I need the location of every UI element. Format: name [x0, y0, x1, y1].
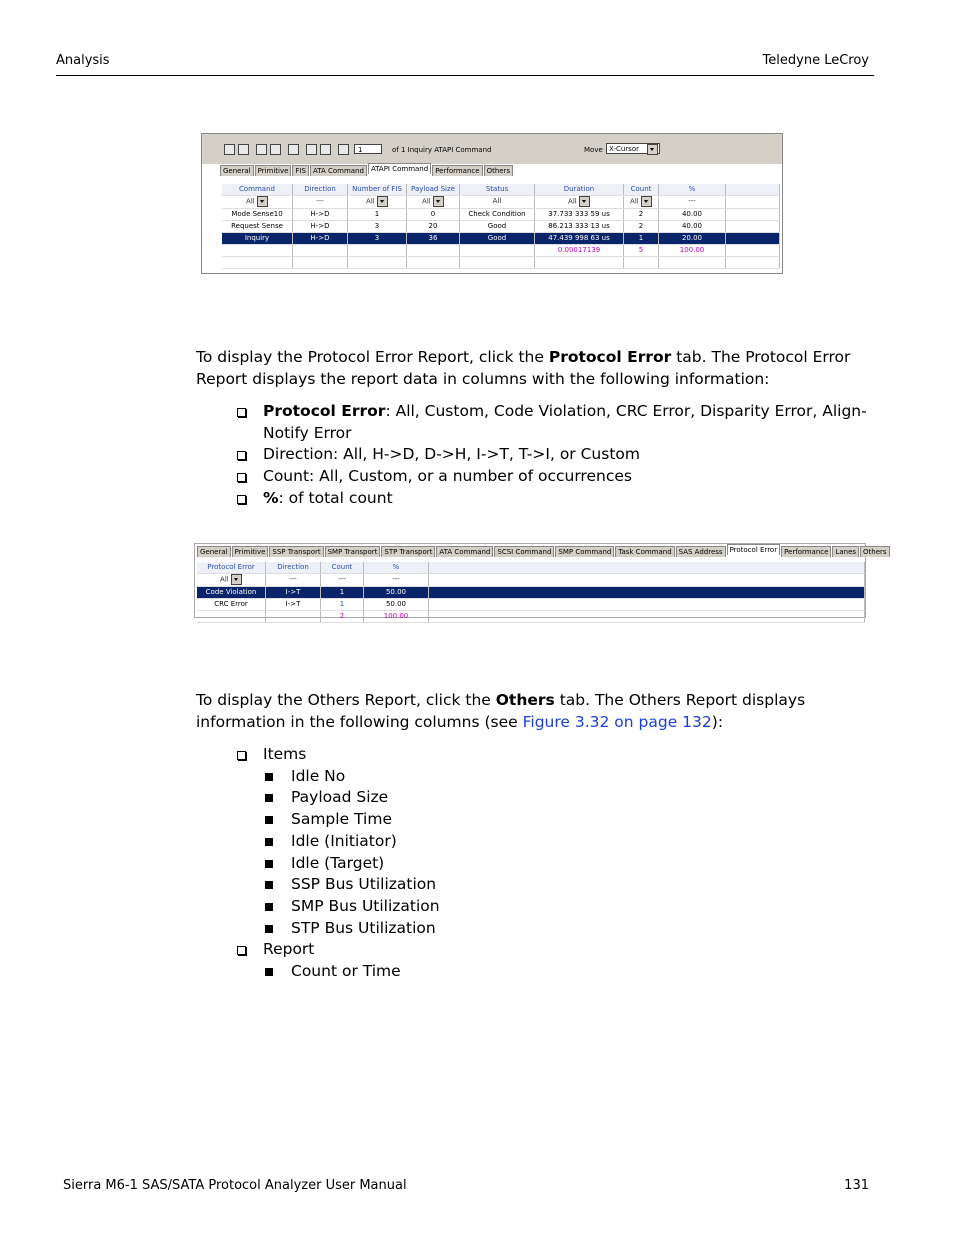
chevron-down-icon[interactable]: [433, 196, 444, 207]
checkbox-bullet-icon: [237, 451, 246, 460]
tab-fis[interactable]: FIS: [292, 165, 309, 176]
cell: Check Condition: [460, 208, 535, 220]
table-row[interactable]: [197, 598, 865, 610]
column-header[interactable]: Protocol Error: [197, 562, 266, 574]
filter-payload[interactable]: All: [407, 196, 460, 209]
cell: 20: [407, 220, 460, 232]
cell: 20.00: [659, 232, 726, 244]
cell: H->D: [293, 220, 348, 232]
protocol-error-columns-list: [237, 401, 877, 510]
column-header[interactable]: Command: [222, 184, 293, 196]
tab-general[interactable]: General: [197, 546, 231, 557]
tab-others[interactable]: Others: [860, 546, 890, 557]
cell: 3: [348, 220, 407, 232]
column-header[interactable]: %: [364, 562, 429, 574]
cell: 37.733 333 59 us: [535, 208, 624, 220]
arrow-up-icon[interactable]: [306, 144, 317, 155]
square-bullet-icon: [265, 968, 273, 976]
column-header[interactable]: Payload Size: [407, 184, 460, 196]
column-header[interactable]: Number of FIS: [348, 184, 407, 196]
arrow-right-icon[interactable]: [338, 144, 349, 155]
filter-command[interactable]: All: [222, 196, 293, 209]
save-icon[interactable]: [224, 144, 235, 155]
tab-others[interactable]: Others: [484, 165, 514, 176]
checkbox-bullet-icon: [237, 408, 246, 417]
column-header[interactable]: Count: [321, 562, 364, 574]
square-bullet-icon: [265, 881, 273, 889]
sub-list-item: Payload Size: [237, 787, 877, 809]
cell: 5: [624, 244, 659, 256]
cell: 50.00: [364, 598, 429, 610]
cell: H->D: [293, 208, 348, 220]
cell: 86.213 333 13 us: [535, 220, 624, 232]
cell: 100.00: [659, 244, 726, 256]
page-suffix: of 1 Inquiry ATAPI Command: [392, 146, 492, 154]
totals-row: [197, 610, 865, 622]
sub-list-item: Sample Time: [237, 809, 877, 831]
filter-row: [222, 196, 780, 209]
chevron-down-icon[interactable]: [377, 196, 388, 207]
export-icon[interactable]: [238, 144, 249, 155]
empty-row: [222, 256, 780, 268]
column-header[interactable]: Duration: [535, 184, 624, 196]
table-row-selected[interactable]: [222, 232, 780, 244]
others-columns-list: [237, 744, 877, 983]
sub-list-item: Idle (Target): [237, 853, 877, 875]
filter-status[interactable]: All: [460, 196, 535, 209]
sub-list-item: Count or Time: [237, 961, 877, 983]
list-item: Items: [237, 744, 877, 766]
move-label: Move: [584, 146, 603, 154]
header-company: Teledyne LeCroy: [762, 53, 869, 68]
filter-percent: ---: [659, 196, 726, 209]
checkbox-bullet-icon: [237, 751, 246, 760]
chevron-down-icon[interactable]: [231, 574, 242, 585]
list-item: Report: [237, 939, 877, 961]
filter-row: [197, 574, 865, 587]
sub-list-item: Idle No: [237, 766, 877, 788]
column-header[interactable]: Direction: [266, 562, 321, 574]
chart-icon[interactable]: [288, 144, 299, 155]
cell: CRC Error: [197, 598, 266, 610]
tab-sas-address[interactable]: SAS Address: [676, 546, 726, 557]
protocol-error-screenshot: [194, 543, 887, 620]
cell: 3: [348, 232, 407, 244]
list-item: Direction: All, H->D, D->H, I->T, T->I, or Custom: [237, 444, 877, 466]
filter-duration[interactable]: All: [535, 196, 624, 209]
cell: 1: [321, 598, 364, 610]
cell: 50.00: [364, 586, 429, 598]
move-select[interactable]: X-Cursor: [606, 143, 660, 154]
report-toolbar: [202, 134, 782, 164]
report-tabs: [220, 165, 514, 177]
list-item: Count: All, Custom, or a number of occurrences: [237, 466, 877, 488]
filter-count: ---: [321, 574, 364, 587]
chevron-down-icon[interactable]: [641, 196, 652, 207]
table-header-row: [197, 562, 865, 574]
square-bullet-icon: [265, 794, 273, 802]
cell: Good: [460, 232, 535, 244]
tab-primitive[interactable]: Primitive: [255, 165, 292, 176]
filter-fis[interactable]: All: [348, 196, 407, 209]
checkbox-bullet-icon: [237, 495, 246, 504]
tab-performance[interactable]: Performance: [432, 165, 482, 176]
table-row[interactable]: [222, 208, 780, 220]
checkbox-bullet-icon: [237, 946, 246, 955]
protocol-error-table: [197, 562, 865, 623]
filter-direction: ---: [293, 196, 348, 209]
cell: 1: [624, 232, 659, 244]
print-icon[interactable]: [256, 144, 267, 155]
cell: 2: [321, 610, 364, 622]
cell: Inquiry: [222, 232, 293, 244]
column-header[interactable]: Direction: [293, 184, 348, 196]
cell: 40.00: [659, 220, 726, 232]
chevron-down-icon[interactable]: [647, 144, 658, 155]
sub-list-item: SMP Bus Utilization: [237, 896, 877, 918]
tab-smp-command[interactable]: SMP Command: [555, 546, 614, 557]
square-bullet-icon: [265, 838, 273, 846]
tab-scsi-command[interactable]: SCSI Command: [494, 546, 554, 557]
cell: 0.00017139: [535, 244, 624, 256]
tab-protocol-error[interactable]: Protocol Error: [727, 544, 781, 555]
tab-atapi-command[interactable]: ATAPI Command: [368, 163, 431, 174]
tab-performance[interactable]: Performance: [781, 546, 831, 557]
cell: 2: [624, 208, 659, 220]
figure-link[interactable]: Figure 3.32 on page 132: [522, 713, 712, 731]
atapi-report-table: [222, 184, 780, 269]
header-rule: [56, 75, 874, 76]
cell: H->D: [293, 232, 348, 244]
tab-task-command[interactable]: Task Command: [615, 546, 674, 557]
tab-lanes[interactable]: Lanes: [832, 546, 859, 557]
sub-list-item: SSP Bus Utilization: [237, 874, 877, 896]
tab-general[interactable]: General: [220, 165, 254, 176]
table-row-selected[interactable]: [197, 586, 865, 598]
square-bullet-icon: [265, 773, 273, 781]
page-number: 131: [844, 1178, 869, 1193]
column-header[interactable]: Count: [624, 184, 659, 196]
sub-list-item: Idle (Initiator): [237, 831, 877, 853]
tab-ata-command[interactable]: ATA Command: [436, 546, 493, 557]
filter-count[interactable]: All: [624, 196, 659, 209]
sub-list-item: STP Bus Utilization: [237, 918, 877, 940]
square-bullet-icon: [265, 860, 273, 868]
cell: 100.00: [364, 610, 429, 622]
cell: 0: [407, 208, 460, 220]
filter-percent: ---: [364, 574, 429, 587]
cell: Mode Sense10: [222, 208, 293, 220]
column-header[interactable]: %: [659, 184, 726, 196]
page-input[interactable]: 1: [354, 144, 382, 154]
cell: Request Sense: [222, 220, 293, 232]
tab-primitive[interactable]: Primitive: [232, 546, 269, 557]
tab-ssp-transport[interactable]: SSP Transport: [269, 546, 323, 557]
tab-smp-transport[interactable]: SMP Transport: [325, 546, 381, 557]
totals-row: [222, 244, 780, 256]
others-tab-ref: Others: [495, 691, 555, 709]
atapi-command-screenshot: [201, 133, 783, 274]
square-bullet-icon: [265, 816, 273, 824]
protocol-error-tab-ref: Protocol Error: [548, 348, 672, 366]
preview-icon[interactable]: [270, 144, 281, 155]
table-header-row: [222, 184, 780, 196]
chevron-down-icon[interactable]: [257, 196, 268, 207]
cell: I->T: [266, 586, 321, 598]
cell: I->T: [266, 598, 321, 610]
others-report-intro: To display the Others Report, click the Others tab. The Others Report displays information in the following columns (see Figure 3.32 on page 132):: [196, 691, 806, 731]
cell: 47.439 998 63 us: [535, 232, 624, 244]
square-bullet-icon: [265, 925, 273, 933]
cell: 36: [407, 232, 460, 244]
footer-manual-title: Sierra M6-1 SAS/SATA Protocol Analyzer User Manual: [63, 1178, 407, 1193]
square-bullet-icon: [265, 903, 273, 911]
filter-direction: ---: [266, 574, 321, 587]
protocol-error-intro: To display the Protocol Error Report, click the Protocol Error tab. The Protocol Error Report displays the report data in columns with the following information:: [196, 348, 851, 388]
chevron-down-icon[interactable]: [579, 196, 590, 207]
cell: 1: [321, 586, 364, 598]
column-header[interactable]: Status: [460, 184, 535, 196]
filter-protocol-error[interactable]: All: [197, 574, 266, 587]
cell: Good: [460, 220, 535, 232]
list-item: %: of total count: [237, 488, 877, 510]
tab-ata-command[interactable]: ATA Command: [310, 165, 367, 176]
cell: Code Violation: [197, 586, 266, 598]
table-row[interactable]: [222, 220, 780, 232]
tab-stp-transport[interactable]: STP Transport: [381, 546, 435, 557]
cell: 2: [624, 220, 659, 232]
cell: 40.00: [659, 208, 726, 220]
header-section-title: Analysis: [56, 53, 110, 68]
report-tabs: [197, 546, 891, 558]
list-item: Protocol Error: All, Custom, Code Violation, CRC Error, Disparity Error, Align-Notify Error: [237, 401, 877, 444]
checkbox-bullet-icon: [237, 473, 246, 482]
cell: 1: [348, 208, 407, 220]
arrow-down-icon[interactable]: [320, 144, 331, 155]
